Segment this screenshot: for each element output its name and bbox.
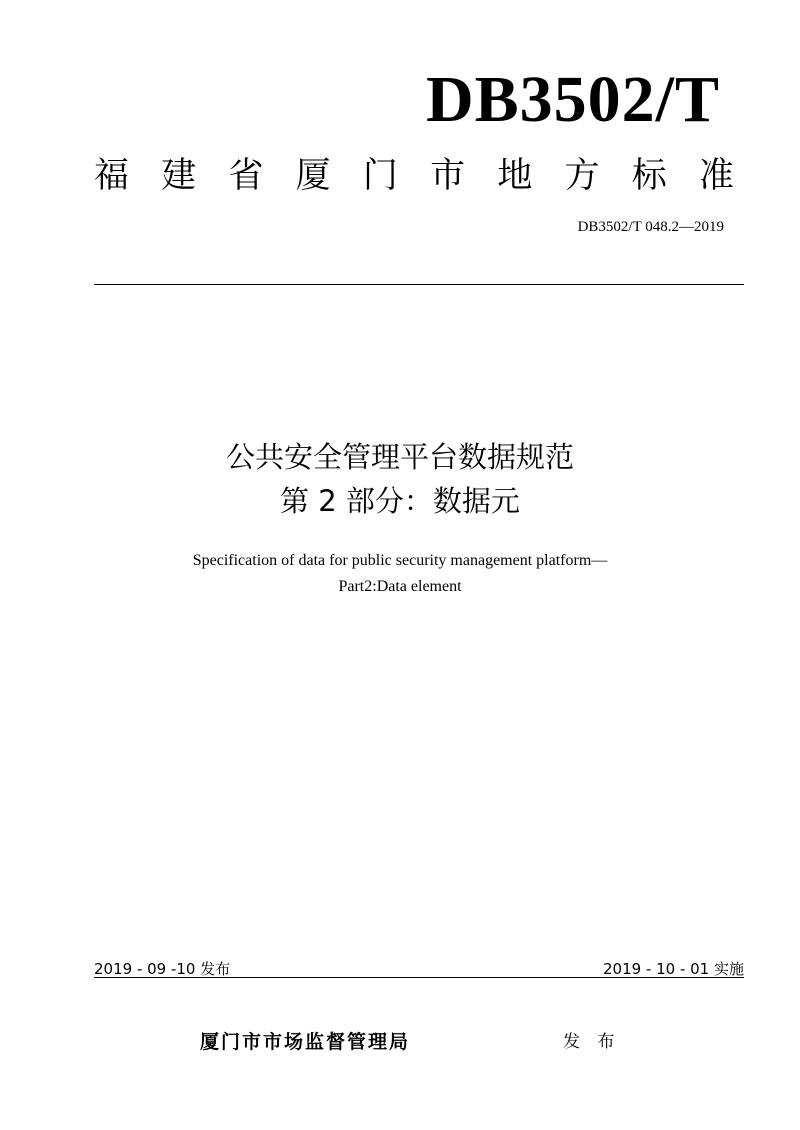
issuing-authority: 厦门市市场监督管理局 (200, 1031, 411, 1053)
title-char: 地 (497, 156, 533, 196)
document-title-cn-line2: 第 2 部分：数据元 (280, 484, 520, 518)
standard-category-title (94, 152, 734, 200)
implement-date: 2019 - 10 - 01 实施 (602, 960, 744, 978)
title-char: 福 (94, 156, 130, 196)
issue-label: 发 布 (563, 1032, 621, 1052)
standard-code-large: DB3502/T (425, 63, 720, 136)
title-char: 标 (631, 156, 667, 196)
title-char: 方 (564, 156, 600, 196)
document-title-en-line1: Specification of data for public security management platform— (192, 552, 608, 569)
standard-number: DB3502/T 048.2—2019 (577, 219, 724, 235)
document-title-en-line2: Part2:Data element (338, 578, 462, 595)
title-char: 市 (430, 156, 466, 196)
title-char: 省 (228, 156, 264, 196)
bottom-divider (94, 977, 744, 978)
title-char: 建 (161, 156, 197, 196)
document-title-cn-line1: 公共安全管理平台数据规范 (225, 440, 574, 474)
title-char: 准 (698, 156, 734, 196)
publish-date: 2019 - 09 -10 发布 (94, 960, 231, 978)
title-char: 门 (362, 156, 398, 196)
top-divider (94, 284, 744, 285)
title-char: 厦 (295, 156, 331, 196)
